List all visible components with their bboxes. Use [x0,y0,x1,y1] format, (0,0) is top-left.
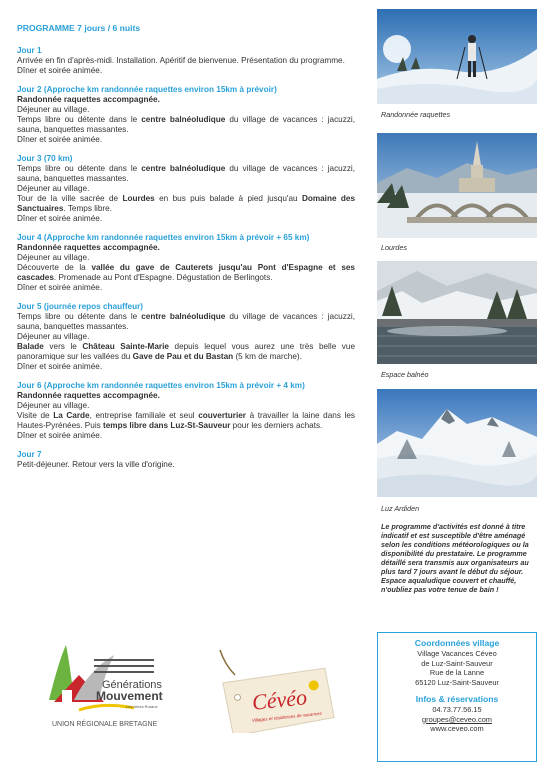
highlight-text: vallée du gave de Cauterets jusqu'au Pont d'Espagne et ses cascades [17,263,355,282]
day-title: Jour 6 (Approche km randonnée raquettes environ 15km à prévoir + 4 km) [17,381,305,390]
snowshoe-hiker-photo [377,9,537,104]
day-section [17,46,355,76]
body-text: Petit-déjeuner. Retour vers la ville d'origine. [17,460,175,469]
contact-title: Coordonnées village [414,638,500,648]
body-text: Dîner et soirée animée. [17,66,103,75]
contact-address-line: de Luz-Saint-Sauveur [421,658,493,668]
day-section [17,85,355,145]
body-text: (5 km de marche). [233,352,302,361]
contact-phone[interactable]: 04.73.77.56.15 [432,705,482,715]
programme-column [17,23,355,479]
generations-line1: Générations [102,679,162,691]
body-text: Déjeuner au village. [17,253,90,262]
day-paragraph [17,263,355,283]
body-text: Dîner et soirée animée. [17,214,103,223]
body-text: . Promenade au Pont d'Espagne. Dégustation de Berlingots. [53,273,273,282]
day-paragraph [17,431,355,441]
body-text: Dîner et soirée animée. [17,431,103,440]
day-paragraph [17,194,355,214]
body-text: Déjeuner au village. [17,184,90,193]
day-title: Jour 7 [17,450,42,459]
lourdes-basilica-photo [377,133,537,238]
highlight-text: La Carde [53,411,90,420]
day-title: Jour 4 (Approche km randonnée raquettes environ 15km à prévoir + 65 km) [17,233,310,242]
day-paragraph [17,332,355,342]
generations-line2: Mouvement [96,689,163,703]
body-text: Découverte de la [17,263,92,272]
day-paragraph [17,105,355,115]
ceveo-logo-tag [200,645,345,733]
generations-mouvement-logo [44,640,174,735]
body-text: Tour de la ville sacrée de [17,194,123,203]
ceveo-name: Cévéo [250,684,309,715]
body-text: Dîner et soirée animée. [17,135,103,144]
body-text: Dîner et soirée animée. [17,362,103,371]
highlight-text: Château Sainte-Marie [82,342,169,351]
highlight-text: Lourdes [122,194,155,203]
highlight-text: centre balnéoludique [141,164,226,173]
day-section [17,450,355,470]
contact-address-line: Village Vacances Céveo [417,649,497,659]
photo-caption-snowshoe: Randonnée raquettes [381,110,451,119]
body-text: Déjeuner au village. [17,105,90,114]
day-paragraph [17,401,355,411]
body-text: Dîner et soirée animée. [17,283,103,292]
body-text: du village de vacances : jacuzzi, sauna, banquettes massantes. [17,164,356,183]
day-paragraph [17,214,355,224]
day-paragraph [17,342,355,362]
body-text: vers le [43,342,83,351]
day-title: Jour 3 (70 km) [17,154,73,163]
day-paragraph [17,460,355,470]
photo-caption-luz-ardiden: Luz Ardiden [381,504,420,513]
body-text: Temps libre ou détente dans le [17,115,142,124]
day-paragraph [17,391,355,401]
day-paragraph [17,283,355,293]
body-text: depuis lequel vous aurez une très belle vue panoramique sur les vallées du [17,342,356,361]
contact-address-line: 65120 Luz-Saint-Sauveur [415,677,499,687]
day-paragraph [17,312,355,332]
highlight-text: temps libre dans Luz-St-Sauveur [103,421,231,430]
day-paragraph [17,56,355,66]
day-paragraph [17,411,355,431]
contact-website[interactable]: www.ceveo.com [430,724,484,734]
day-paragraph [17,164,355,184]
highlight-text: centre balnéoludique [141,115,226,124]
day-paragraph [17,66,355,76]
day-section [17,381,355,441]
contact-address-line: Rue de la Lanne [429,668,485,678]
contact-box [377,632,537,762]
highlight-text: centre balnéoludique [141,312,226,321]
highlight-text: Gave de Pau et du Bastan [132,352,234,361]
body-text: pour les derniers achats. [230,421,323,430]
day-section [17,233,355,293]
highlight-text: Balade [17,342,44,351]
body-text: à travailler la laine dans les Hautes-Pyrénées. Puis [17,411,355,430]
body-text: Temps libre ou détente dans le [17,312,142,321]
programme-title: PROGRAMME 7 jours / 6 nuits [17,23,141,33]
day-list [17,46,355,470]
day-paragraph [17,184,355,194]
body-text: Temps libre ou détente dans le [17,164,142,173]
body-text: Déjeuner au village. [17,401,90,410]
day-section [17,302,355,372]
day-title: Jour 1 [17,46,42,55]
body-text: Arrivée en fin d'après-midi. Installation. Apéritif de bienvenue. Présentation du programme. [17,56,345,65]
highlight-text: couverturier [198,411,246,420]
photo-sidebar [369,0,539,768]
body-text: . Temps libre. [63,204,112,213]
snowy-mountains-photo [377,389,537,497]
highlight-text: Randonnée raquettes accompagnée. [17,95,160,104]
day-title: Jour 2 (Approche km randonnée raquettes environ 15km à prévoir) [17,85,277,94]
body-text: du village de vacances : jacuzzi, sauna, banquettes massantes. [17,312,356,331]
balneo-pool-photo [377,261,537,364]
photo-caption-balneo: Espace balnéo [381,370,429,379]
body-text: Déjeuner au village. [17,332,90,341]
contact-email-link[interactable]: groupes@ceveo.com [422,714,492,724]
highlight-text: Domaine des Sanctuaires [17,194,355,213]
generations-sub: Les Aînés Ruraux [126,704,158,709]
day-paragraph [17,115,355,135]
ceveo-tagline: Villages et résidences de vacances [251,710,323,724]
programme-disclaimer: Le programme d'activités est donné à titre indicatif et est susceptible d'être aménagé selon les conditions météorologiques ou la disponibilité du prestataire. Le programme détaillé sera transmis aux organisateurs au plus tard 7 jours avant le début du séjour. Espace aqualudique couvert et chauffé, n'oubliez pas votre tenue de bain ! [381,522,529,594]
body-text: du village de vacances : jacuzzi, sauna, banquettes massantes. [17,115,356,134]
info-reservations-title: Infos & réservations [415,694,499,705]
generations-footer: UNION RÉGIONALE BRETAGNE [52,721,158,728]
day-title: Jour 5 (journée repos chauffeur) [17,302,144,311]
highlight-text: Randonnée raquettes accompagnée. [17,243,160,252]
day-paragraph [17,243,355,253]
photo-caption-lourdes: Lourdes [381,243,407,252]
body-text: , entreprise familiale et seul [89,411,199,420]
body-text: en bus puis balade à pied jusqu'au [154,194,302,203]
day-paragraph [17,95,355,105]
highlight-text: Randonnée raquettes accompagnée. [17,391,160,400]
day-paragraph [17,253,355,263]
day-section [17,154,355,224]
day-paragraph [17,135,355,145]
day-paragraph [17,362,355,372]
body-text: Visite de [17,411,54,420]
